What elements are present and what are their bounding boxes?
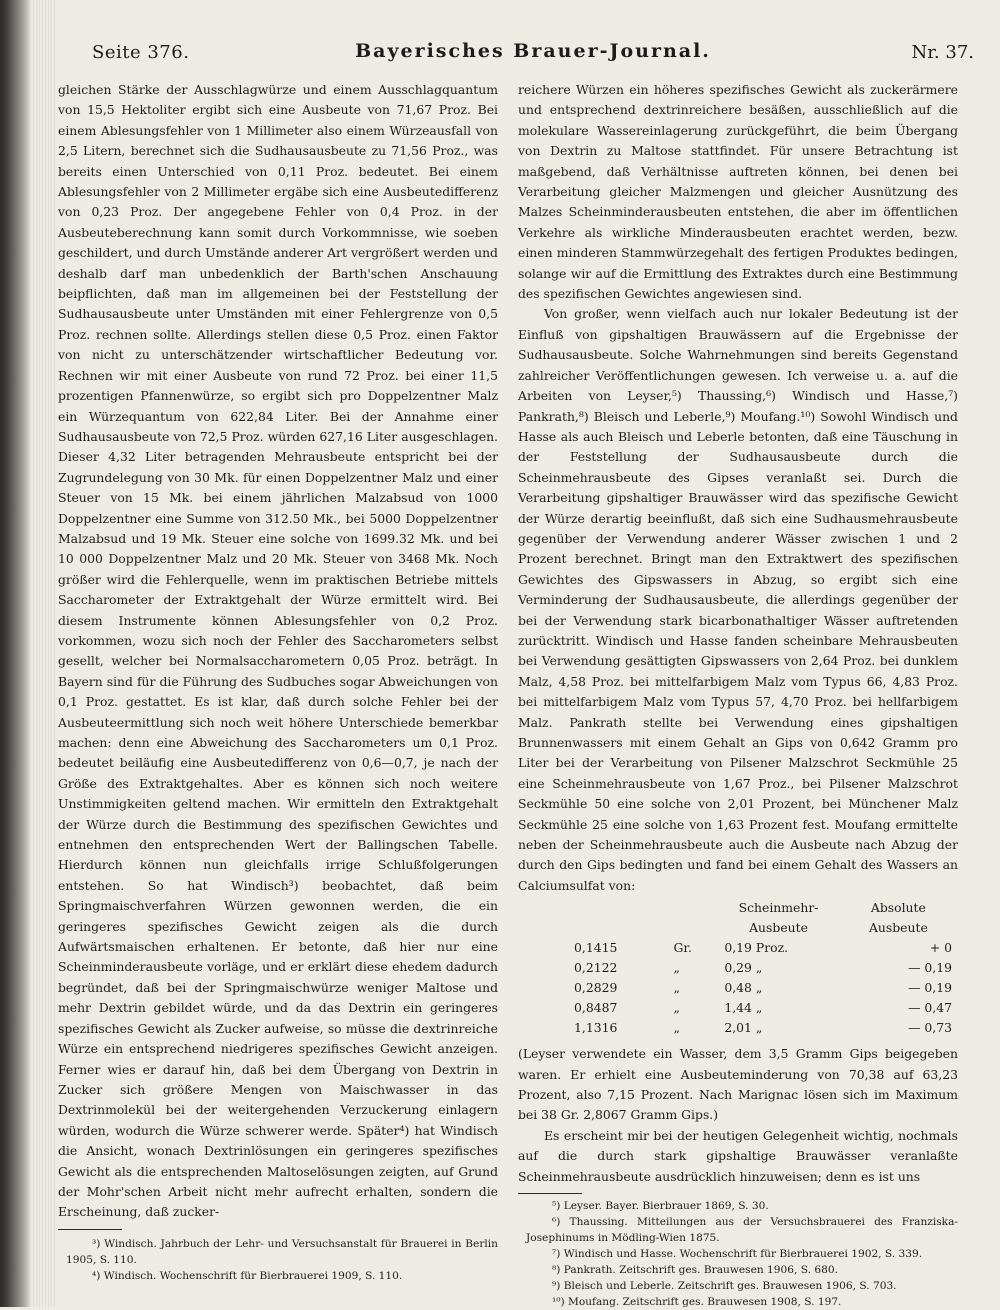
right-paragraph: (Leyser verwendete ein Wasser, dem 3,5 Gramm Gips beigegeben waren. Er erhielt eine Ausbeuteminderung von 70,38 auf 63,23 Prozent, also 7,15 Prozent. Nach Marignac lösen sich im Maximum bei 38 Gr. 2,8067 Gramm Gips.) — [518, 1046, 958, 1123]
table-cell: + 0 — [929, 940, 952, 956]
table-cell: „ — [673, 1020, 680, 1036]
left-paragraph: gleichen Stärke der Ausschlagwürze und einem Ausschlagquantum von 15,5 Hektoliter ergibt sich eine Ausbeute von 71,67 Proz. Bei einem Ablesungsfehler von 1 Millimeter also einem Würzeausfall von 2,5 Litern, berechnet sich die Sudhausausbeute zu 71,56 Proz., was bereits einen Unterschied von 0,11 Proz. bedeutet. Bei einem Ablesungsfehler von 2 Millimeter ergäbe sich eine Ausbeutedifferenz von 0,23 Proz. Der angegebene Fehler von 0,4 Proz. in der Ausbeuteberechnung kann somit durch Vorkommnisse, wie soeben geschildert, und durch Umstände anderer Art vergrößert werden und deshalb darf man unbedenklich der Barth'schen Anschauung beipflichten, daß man im allgemeinen bei der Feststellung der Sudhausausbeute unter Umständen mit einer Fehlergrenze von 0,5 Proz. rechnen sollte. Allerdings stellen diese 0,5 Proz. einen Faktor von nicht zu unterschätzender wirtschaftlicher Bedeutung vor. Rechnen wir mit einer Ausbeute von rund 72 Proz. bei einer 11,5 prozentigen Pfannenwürze, so ergibt sich pro Doppelzentner Malz ein Würzequantum von 622,84 Liter. Bei der Annahme einer Sudhausausbeute von 72,5 Proz. würden 627,16 Liter ausgeschlagen. Dieser 4,32 Liter betragenden Mehrausbeute entspricht bei der Zugrundelegung von 30 Mk. für einen Doppelzentner Malz und einer Steuer von 15 Mk. bei einem jährlichen Malzabsud von 1000 Doppelzentner eine Summe von 312.50 Mk., bei 5000 Doppelzentner Malzabsud und 19 Mk. Steuer eine solche von 1699.32 Mk. und bei 10 000 Doppelzentner Malz und 20 Mk. Steuer von 3468 Mk. Noch größer wird die Fehlerquelle, wenn im praktischen Betriebe mittels Saccharometer der Extraktgehalt der Würze ermittelt wird. Bei diesem Instrumente können Ablesungsfehler von 0,2 Proz. vorkommen, wozu sich noch der Fehler des Saccharometers selbst gesellt, welcher bei Normalsaccharometern 0,05 Proz. beträgt. In Bayern sind für die Führung des Sudbuches sogar Abweichungen von 0,1 Proz. gestattet. Es ist klar, daß durch solche Fehler bei der Ausbeuteermittlung sich noch weit höhere Unterschiede bemerkbar machen: denn eine Abweichung des Saccharometers um 0,1 Proz. bedeutet beiläufig eine Ausbeutedifferenz von 0,6—0,7, je nach der Größe des Extraktgehaltes. Aber es können sich noch weitere Unstimmigkeiten geltend machen. Wir ermitteln den Extraktgehalt der Würze durch die Bestimmung des spezifischen Gewichtes und entnehmen den entsprechenden Wert der Ballingschen Tabelle. Hierdurch können nun gleichfalls irrige Schlußfolgerungen entstehen. So hat Windisch³) beobachtet, daß beim Springmaischverfahren Würzen gewonnen werden, die ein geringeres spezifisches Gewicht zeigen als die durch Aufwärtsmaischen erhaltenen. Er betonte, daß hier nur eine Scheinminderausbeute vorläge, und er erklärt diese ehedem dadurch begründet, daß bei der Springmaischwürze weniger Maltose und mehr Dextrin gebildet würde, und da das Dextrin ein geringeres spezifisches Gewicht als Zucker aufweise, so müsse die dextrinreiche Würze ein entsprechend niedrigeres spezifisches Gewicht anzeigen. Ferner wies er darauf hin, daß bei dem Übergang von Dextrin in Zucker sich größere Mengen von Maischwasser in das Dextrinmolekül bei der weitergehenden Verzuckerung einlagern würden, wodurch die Würze schwerer werde. Später⁴) hat Windisch die Ansicht, wonach Dextrinlösungen ein geringeres spezifisches Gewicht als die entsprechenden Maltoselösungen zeigten, auf Grund der Mohr'schen Arbeit nicht mehr aufrecht erhalten, sondern die Erscheinung, daß zucker- — [58, 82, 498, 1220]
table-cell: 0,29 „ — [724, 960, 763, 976]
right-paragraph: Es erscheint mir bei der heutigen Gelegenheit wichtig, nochmals auf die durch stark gipshaltige Brauwässer veranlaßte Scheinmehrausbeute ausdrücklich hinzuweisen; denn es ist uns — [518, 1127, 958, 1184]
table-row — [568, 1018, 958, 1038]
calcium-sulfate-table — [568, 898, 958, 1038]
footnote: ⁴) Windisch. Wochenschrift für Bierbrauerei 1909, S. 110. — [92, 1269, 403, 1282]
journal-title: Bayerisches Brauer-Journal. — [355, 40, 711, 62]
right-column — [518, 80, 958, 1310]
table-cell: — 0,73 — [908, 1020, 952, 1036]
footnote: ⁸) Pankrath. Zeitschrift ges. Brauwesen 1906, S. 680. — [552, 1264, 838, 1277]
right-paragraph: reichere Würzen ein höheres spezifisches Gewicht als zuckerärmere und entsprechend dextrinreichere besäßen, ausschließlich auf die molekulare Wassereinlagerung zurückgeführt, die beim Übergang von Dextrin zu Maltose stattfindet. Für unsere Betrachtung ist maßgebend, daß Verhältnisse auftreten können, bei denen bei Verarbeitung gleicher Malzmengen und gleicher Ausnützung des Malzes Scheinminderausbeuten entstehen, die aber im öffentlichen Verkehre als wirkliche Minderausbeuten erachtet werden, bezw. einen minderen Stammwürzegehalt des fertigen Produktes bedingen, solange wir auf die Ermittlung des Extraktes durch eine Bestimmung des spezifischen Gewichtes angewiesen sind. — [518, 82, 958, 302]
table-cell: 1,1316 — [574, 1020, 618, 1036]
right-paragraph: Von großer, wenn vielfach auch nur lokaler Bedeutung ist der Einfluß von gipshaltigen Brauwässern auf die Ergebnisse der Sudhausausbeute. Solche Wahrnehmungen sind bereits Gegenstand zahlreicher Veröffentlichungen gewesen. Ich verweise u. a. auf die Arbeiten von Leyser,⁵) Thaussing,⁶) Windisch und Hasse,⁷) Pankrath,⁸) Bleisch und Leberle,⁹) Moufang.¹⁰) Sowohl Windisch und Hasse als auch Bleisch und Leberle betonten, daß eine Täuschung in der Feststellung der Sudhausausbeute durch die Scheinmehrausbeute des Gipses veranlaßt sei. Durch die Verarbeitung gipshaltiger Brauwässer wird das spezifische Gewicht der Würze derartig beeinflußt, daß sich eine Sudhausmehrausbeute gegenüber der Verwendung anderer Wässer zwischen 1 und 2 Prozent berechnet. Bringt man den Extraktwert des spezifischen Gewichtes des Gipswassers in Abzug, so ergibt sich eine Verminderung der Sudhausausbeute, die allerdings gegenüber der bei der Verwendung stark bicarbonathaltiger Wässer auftretenden zurücktritt. Windisch und Hasse fanden scheinbare Mehrausbeuten bei Verwendung gesättigten Gipswassers von 2,64 Proz. bei dunklem Malz, 4,58 Proz. bei mittelfarbigem Malz vom Typus 66, 4,83 Proz. bei mittelfarbigem Malz vom Typus 57, 4,70 Proz. bei hellfarbigem Malz. Pankrath stellte bei Verwendung eines gipshaltigen Brunnenwassers mit einem Gehalt an Gips von 0,642 Gramm pro Liter bei der Verarbeitung von Pilsener Malzschrot Seckmühle 25 eine Scheinmehrausbeute von 1,67 Proz., bei Pilsener Malzschrot Seckmühle 50 eine solche von 2,01 Prozent, bei Münchener Malz Seckmühle 25 eine solche von 1,63 Prozent fest. Moufang ermittelte neben der Scheinmehrausbeute auch die Ausbeute nach Abzug der durch den Gips bedingten und fand bei einem Gehalt des Wassers an Calciumsulfat von: — [518, 306, 958, 893]
table-cell: — 0,19 — [908, 980, 952, 996]
table-header: Absolute Ausbeute — [868, 900, 928, 936]
page-header — [92, 36, 974, 70]
footnote: ⁵) Leyser. Bayer. Bierbrauer 1869, S. 30. — [552, 1200, 769, 1213]
left-column — [58, 80, 498, 1284]
table-cell: 0,1415 — [574, 940, 618, 956]
footnote: ⁹) Bleisch und Leberle. Zeitschrift ges. Brauwesen 1906, S. 703. — [552, 1280, 897, 1293]
table-row — [568, 998, 958, 1018]
footnote: ³) Windisch. Jahrbuch der Lehr- und Versuchsanstalt für Brauerei in Berlin 1905, S. 110. — [66, 1237, 498, 1266]
table-cell: 0,2122 — [574, 960, 618, 976]
table-cell: 0,48 „ — [724, 980, 763, 996]
page-edge-texture — [30, 0, 56, 1307]
footnote-rule — [58, 1229, 122, 1230]
footnote-rule — [518, 1193, 582, 1194]
table-cell: Gr. — [673, 940, 692, 956]
footnote: ⁶) Thaussing. Mitteilungen aus der Versuchsbrauerei des Franziska-Josephinums in Mödling-Wien 1875. — [526, 1216, 958, 1245]
table-row — [568, 958, 958, 978]
journal-page — [56, 28, 974, 1309]
table-header-row — [568, 898, 958, 938]
table-cell: „ — [673, 960, 680, 976]
table-cell: 1,44 „ — [724, 1000, 763, 1016]
table-row — [568, 978, 958, 998]
book-binding-shadow — [0, 0, 30, 1307]
table-header: Scheinmehr- Ausbeute — [738, 900, 819, 936]
footnote: ⁷) Windisch und Hasse. Wochenschrift für Bierbrauerei 1902, S. 339. — [552, 1248, 923, 1261]
table-row — [568, 938, 958, 958]
table-cell: — 0,19 — [908, 960, 952, 976]
table-cell: — 0,47 — [908, 1000, 952, 1016]
table-cell: 0,8487 — [574, 1000, 618, 1016]
table-cell: 2,01 „ — [724, 1020, 763, 1036]
page-label: Seite 376. — [92, 42, 190, 63]
table-cell: 0,19 Proz. — [724, 940, 789, 956]
table-header — [568, 898, 668, 938]
table-cell: „ — [673, 980, 680, 996]
table-cell: 0,2829 — [574, 980, 618, 996]
issue-number: Nr. 37. — [911, 42, 974, 63]
table-header — [668, 898, 719, 938]
footnote: ¹⁰) Moufang. Zeitschrift ges. Brauwesen 1908, S. 197. — [552, 1296, 842, 1309]
table-cell: „ — [673, 1000, 680, 1016]
